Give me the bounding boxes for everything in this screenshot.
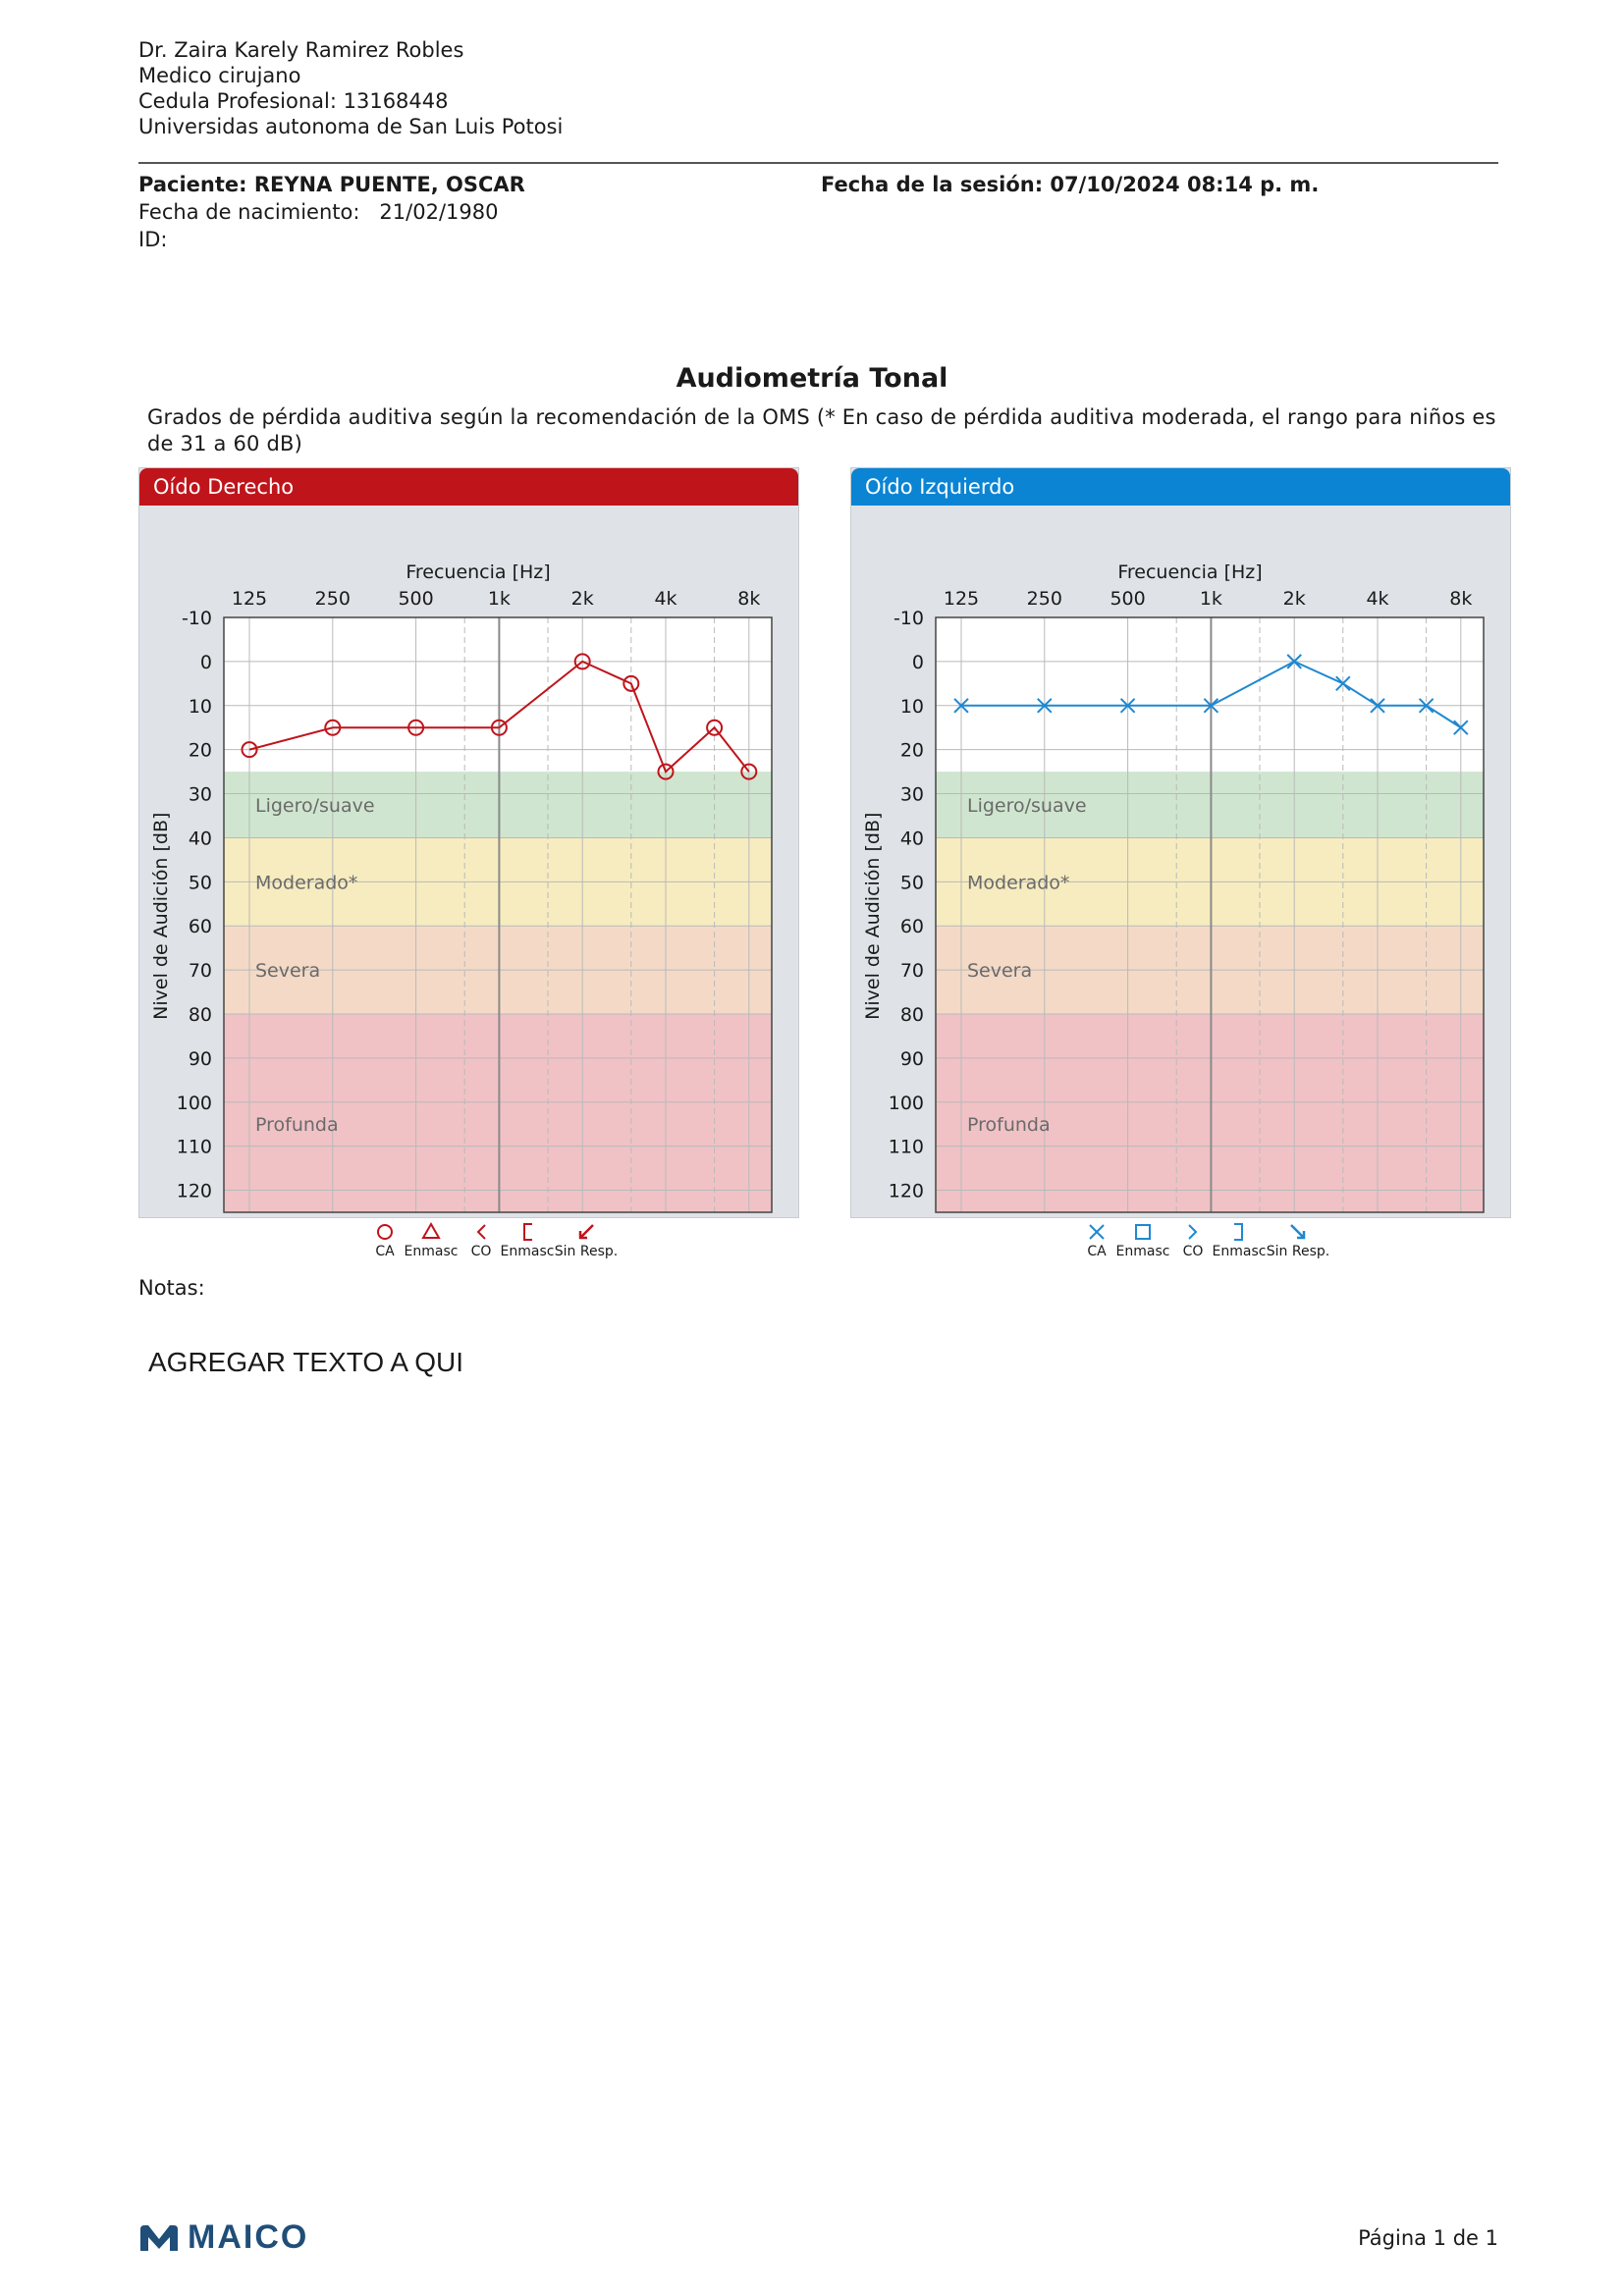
y-tick-label: 110 xyxy=(888,1136,924,1158)
page-number: Página 1 de 1 xyxy=(1358,2226,1498,2250)
left-ear-title: Oído Izquierdo xyxy=(851,468,1510,506)
report-subtitle: Grados de pérdida auditiva según la recomendación de la OMS (* En caso de pérdida auditiva moderada, el rango para niños es de 31 a 60 dB) xyxy=(147,405,1496,455)
legend-label: Enmasc xyxy=(1115,1244,1170,1259)
band-label-0: Ligero/suave xyxy=(255,794,375,817)
legend-label: Sin Resp. xyxy=(1266,1244,1330,1259)
session-date: Fecha de la sesión: 07/10/2024 08:14 p. m. xyxy=(821,173,1320,196)
doctor-title: Medico cirujano xyxy=(138,64,301,87)
maico-logo xyxy=(138,2218,308,2257)
x-tick-label: 1k xyxy=(1199,588,1222,610)
band-label-2: Severa xyxy=(255,960,321,983)
legend-symbol-square xyxy=(1136,1225,1150,1239)
y-tick-label: 0 xyxy=(199,651,212,673)
x-tick-label: 8k xyxy=(737,588,761,610)
patient-dob xyxy=(138,198,525,226)
y-tick-label: -10 xyxy=(893,608,924,629)
right-ear-panel xyxy=(138,467,799,1259)
x-tick-label: 8k xyxy=(1449,588,1473,610)
patient-info xyxy=(138,171,525,253)
x-tick-label: 4k xyxy=(1366,588,1389,610)
y-axis-title: Nivel de Audición [dB] xyxy=(862,812,884,1020)
doctor-info xyxy=(138,37,563,139)
y-tick-label: 120 xyxy=(888,1180,924,1202)
x-tick-label: 250 xyxy=(314,588,351,610)
y-tick-label: 10 xyxy=(188,695,212,718)
y-tick-label: 10 xyxy=(899,695,924,718)
x-tick-label: 125 xyxy=(943,588,980,610)
patient-dob-value: 21/02/1980 xyxy=(379,200,499,224)
legend-symbol-bone-masked xyxy=(1234,1224,1242,1240)
band-label-3: Profunda xyxy=(255,1114,339,1137)
band-label-3: Profunda xyxy=(967,1114,1051,1137)
notes-label: Notas: xyxy=(138,1276,205,1300)
x-tick-label: 250 xyxy=(1026,588,1062,610)
band-3 xyxy=(224,1014,772,1212)
maico-logo-icon xyxy=(138,2221,180,2255)
y-tick-label: 50 xyxy=(188,872,212,894)
y-tick-label: 100 xyxy=(176,1092,212,1114)
left-ear-audiogram xyxy=(851,506,1510,1259)
legend-symbol-bone xyxy=(1189,1225,1196,1239)
y-tick-label: -10 xyxy=(181,608,212,629)
y-tick-label: 90 xyxy=(188,1047,212,1070)
left-ear-panel xyxy=(850,467,1511,1259)
x-tick-label: 125 xyxy=(231,588,268,610)
y-axis-title: Nivel de Audición [dB] xyxy=(150,812,172,1020)
band-label-2: Severa xyxy=(967,960,1033,983)
y-tick-label: 30 xyxy=(899,783,924,806)
legend-symbol-bone xyxy=(478,1225,485,1239)
y-tick-label: 100 xyxy=(888,1092,924,1114)
y-tick-label: 70 xyxy=(188,960,212,983)
legend-label: CO xyxy=(470,1244,492,1259)
legend-label: Sin Resp. xyxy=(554,1244,619,1259)
right-ear-audiogram xyxy=(139,506,798,1259)
header-divider xyxy=(138,162,1498,164)
doctor-license: Cedula Profesional: 13168448 xyxy=(138,89,449,113)
band-label-1: Moderado* xyxy=(967,872,1070,894)
doctor-name: Dr. Zaira Karely Ramirez Robles xyxy=(138,38,464,62)
doctor-university: Universidas autonoma de San Luis Potosi xyxy=(138,115,564,138)
x-tick-label: 1k xyxy=(487,588,511,610)
patient-dob-label: Fecha de nacimiento: xyxy=(138,200,360,224)
report-title: Audiometría Tonal xyxy=(676,363,948,394)
y-tick-label: 80 xyxy=(188,1004,212,1026)
patient-name: Paciente: REYNA PUENTE, OSCAR xyxy=(138,173,525,196)
x-tick-label: 500 xyxy=(398,588,434,610)
x-tick-label: 2k xyxy=(1282,588,1306,610)
x-axis-title: Frecuencia [Hz] xyxy=(406,561,551,583)
x-tick-label: 2k xyxy=(570,588,594,610)
x-tick-label: 4k xyxy=(654,588,677,610)
legend-label: CA xyxy=(375,1244,395,1259)
right-ear-title: Oído Derecho xyxy=(139,468,798,506)
y-tick-label: 40 xyxy=(899,828,924,850)
y-tick-label: 60 xyxy=(899,916,924,938)
legend-label: CO xyxy=(1182,1244,1204,1259)
y-tick-label: 60 xyxy=(188,916,212,938)
y-tick-label: 20 xyxy=(899,739,924,762)
legend-symbol-cross xyxy=(1090,1225,1104,1239)
y-tick-label: 70 xyxy=(899,960,924,983)
legend-label: Enmasc xyxy=(1212,1244,1267,1259)
x-tick-label: 500 xyxy=(1110,588,1146,610)
legend-label: Enmasc xyxy=(500,1244,555,1259)
notes-text[interactable]: AGREGAR TEXTO A QUI xyxy=(148,1347,464,1377)
legend-label: Enmasc xyxy=(404,1244,459,1259)
y-tick-label: 80 xyxy=(899,1004,924,1026)
legend-symbol-no-response xyxy=(1291,1225,1304,1238)
band-label-1: Moderado* xyxy=(255,872,358,894)
y-tick-label: 120 xyxy=(176,1180,212,1202)
y-tick-label: 40 xyxy=(188,828,212,850)
y-tick-label: 50 xyxy=(899,872,924,894)
band-label-0: Ligero/suave xyxy=(967,794,1087,817)
legend-symbol-circle xyxy=(378,1225,392,1239)
legend-symbol-no-response xyxy=(580,1225,593,1238)
legend-symbol-bone-masked xyxy=(524,1224,532,1240)
band-3 xyxy=(936,1014,1484,1212)
y-tick-label: 90 xyxy=(899,1047,924,1070)
y-tick-label: 110 xyxy=(176,1136,212,1158)
legend-symbol-triangle xyxy=(423,1224,439,1238)
x-axis-title: Frecuencia [Hz] xyxy=(1117,561,1263,583)
y-tick-label: 0 xyxy=(911,651,924,673)
patient-id: ID: xyxy=(138,228,168,251)
y-tick-label: 20 xyxy=(188,739,212,762)
y-tick-label: 30 xyxy=(188,783,212,806)
legend-label: CA xyxy=(1087,1244,1107,1259)
maico-logo-text: MAICO xyxy=(188,2218,309,2256)
